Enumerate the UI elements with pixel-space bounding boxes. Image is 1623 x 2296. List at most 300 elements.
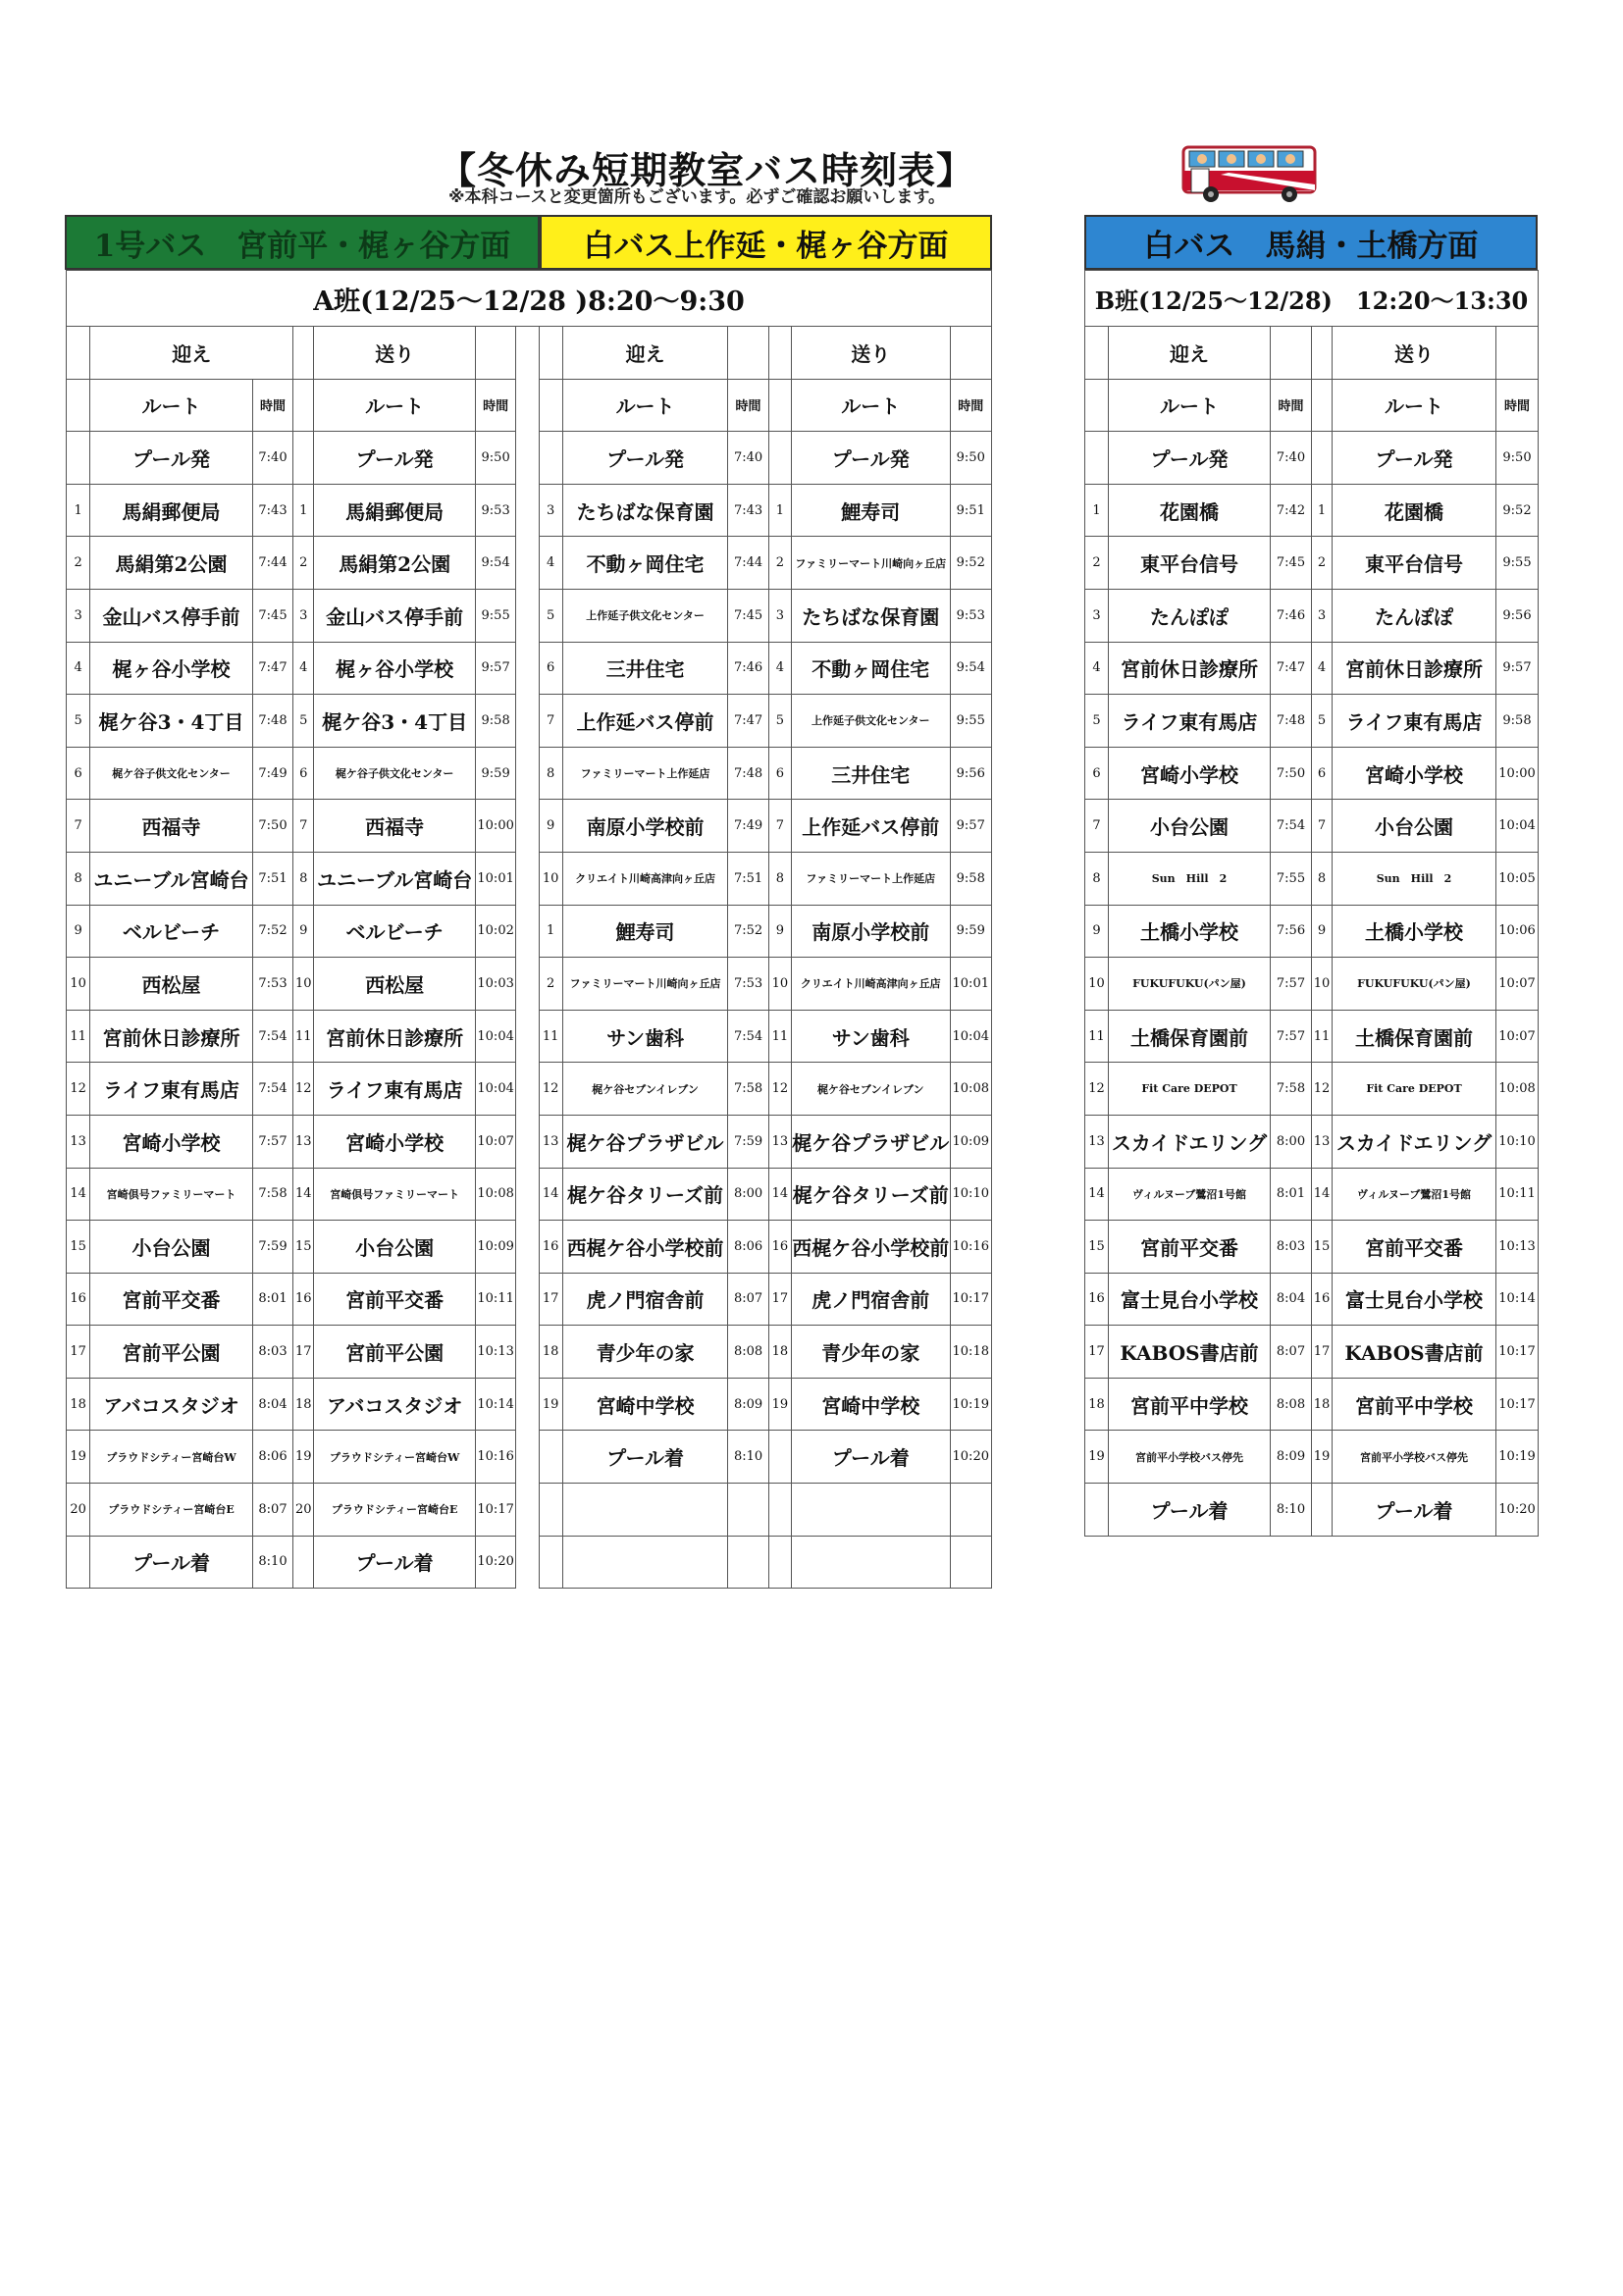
stop-number: 7: [1085, 800, 1109, 853]
stop-name: 梶ケ谷セブンイレブン: [791, 1063, 950, 1116]
r2-pickup-route-label: ルート: [562, 379, 728, 432]
stop-time: 10:20: [1496, 1484, 1539, 1537]
stop-name: 西梶ケ谷小学校前: [791, 1221, 950, 1274]
stop-number: 16: [1085, 1273, 1109, 1326]
r1-dropoff-time-label: 時間: [475, 379, 515, 432]
route2-header: 白バス上作延・梶ヶ谷方面: [540, 215, 992, 270]
gap-cell: [516, 432, 539, 485]
stop-name: 富士見台小学校: [1333, 1273, 1496, 1326]
stop-number: 18: [1312, 1378, 1333, 1431]
group-b-period: B班(12/25～12/28) 12:20～13:30: [1085, 271, 1539, 327]
r3-pickup-route-label: ルート: [1109, 379, 1271, 432]
stop-time: 10:09: [950, 1115, 992, 1168]
stop-time: 8:01: [1271, 1168, 1312, 1221]
stop-time: 7:45: [252, 589, 292, 642]
table-row: [67, 852, 992, 905]
stop-number: 18: [768, 1326, 791, 1379]
stop-name: ファミリーマート川崎向ヶ丘店: [791, 537, 950, 590]
empty-cell: [791, 1484, 950, 1537]
table-row: [67, 1431, 992, 1484]
stop-name: 土橋小学校: [1109, 905, 1271, 958]
stop-name: 小台公園: [90, 1221, 253, 1274]
stop-number: [293, 1536, 314, 1589]
table-row: [67, 958, 992, 1011]
stop-time: 7:58: [1271, 1063, 1312, 1116]
stop-number: 19: [1312, 1431, 1333, 1484]
stop-number: 14: [1312, 1168, 1333, 1221]
stop-number: 7: [768, 800, 791, 853]
stop-name: 土橋保育園前: [1333, 1010, 1496, 1063]
stop-number: 7: [539, 695, 562, 748]
stop-name: Fit Care DEPOT: [1333, 1063, 1496, 1116]
stop-name: 宮崎小学校: [1109, 747, 1271, 800]
stop-name: 宮崎中学校: [562, 1378, 728, 1431]
stop-number: 1: [539, 905, 562, 958]
stop-number: 8: [67, 852, 90, 905]
stop-number: 13: [293, 1115, 314, 1168]
table-row: [67, 1168, 992, 1221]
stop-number: 17: [539, 1273, 562, 1326]
stop-name: 上作延バス停前: [562, 695, 728, 748]
empty-cell: [950, 1484, 992, 1537]
stop-time: 10:00: [475, 800, 515, 853]
stop-number: [1085, 1484, 1109, 1537]
r2-dropoff-time-label: 時間: [950, 379, 992, 432]
stop-number: 12: [1312, 1063, 1333, 1116]
stop-name: たんぽぽ: [1333, 589, 1496, 642]
r3-pickup-time-label: 時間: [1271, 379, 1312, 432]
stop-number: 11: [539, 1010, 562, 1063]
stop-time: 7:55: [1271, 852, 1312, 905]
blank-cell: [539, 379, 562, 432]
stop-number: 6: [1312, 747, 1333, 800]
stop-number: 6: [539, 642, 562, 695]
stop-name: 宮前休日診療所: [90, 1010, 253, 1063]
gap-cell: [516, 905, 539, 958]
stop-number: 2: [768, 537, 791, 590]
stop-time: 10:06: [1496, 905, 1539, 958]
stop-number: 13: [1312, 1115, 1333, 1168]
stop-number: 15: [1312, 1221, 1333, 1274]
stop-time: 7:50: [1271, 747, 1312, 800]
stop-name: ファミリーマート上作延店: [562, 747, 728, 800]
stop-time: 9:58: [475, 695, 515, 748]
timetable-group-a: [66, 270, 992, 1589]
table-row: [1085, 905, 1539, 958]
stop-name: アバコスタジオ: [90, 1378, 253, 1431]
stop-name: クリエイト川崎高津向ヶ丘店: [791, 958, 950, 1011]
stop-time: 7:58: [728, 1063, 768, 1116]
stop-name: 宮崎小学校: [1333, 747, 1496, 800]
table-row: [67, 747, 992, 800]
stop-time: 7:53: [252, 958, 292, 1011]
stop-number: 3: [539, 484, 562, 537]
stop-number: 5: [1085, 695, 1109, 748]
stop-number: 12: [768, 1063, 791, 1116]
stop-time: 7:45: [728, 589, 768, 642]
stop-time: 10:02: [475, 905, 515, 958]
stop-number: 19: [768, 1378, 791, 1431]
stop-name: 梶ケ谷子供文化センター: [90, 747, 253, 800]
blank-cell: [293, 379, 314, 432]
blank-cell: [950, 327, 992, 380]
stop-name: 宮前平公園: [314, 1326, 476, 1379]
stop-time: 7:40: [252, 432, 292, 485]
stop-number: 10: [293, 958, 314, 1011]
stop-name: KABOS書店前: [1333, 1326, 1496, 1379]
table-row: [67, 1378, 992, 1431]
empty-cell: [950, 1536, 992, 1589]
stop-number: [293, 432, 314, 485]
stop-number: 1: [293, 484, 314, 537]
blank-cell: [475, 327, 515, 380]
page-subtitle: ※本科コースと変更箇所もございます。必ずご確認お願いします。: [448, 187, 945, 207]
gap-cell: [516, 1063, 539, 1116]
stop-time: 8:07: [1271, 1326, 1312, 1379]
stop-name: ライフ東有馬店: [1333, 695, 1496, 748]
blank-cell: [768, 379, 791, 432]
stop-time: 10:10: [950, 1168, 992, 1221]
stop-time: 10:04: [475, 1010, 515, 1063]
stop-number: 7: [67, 800, 90, 853]
stop-time: 10:20: [475, 1536, 515, 1589]
stop-name: 梶ケ谷子供文化センター: [314, 747, 476, 800]
stop-time: 9:52: [1496, 484, 1539, 537]
stop-name: 金山バス停手前: [90, 589, 253, 642]
gap-cell: [516, 1168, 539, 1221]
gap-cell: [516, 327, 539, 380]
column-header-row: [1085, 379, 1539, 432]
table-row: [67, 800, 992, 853]
stop-time: 7:51: [728, 852, 768, 905]
empty-cell: [562, 1536, 728, 1589]
stop-name: Sun Hill 2: [1333, 852, 1496, 905]
stop-time: 8:04: [1271, 1273, 1312, 1326]
r3-dropoff-route-label: ルート: [1333, 379, 1496, 432]
stop-number: 16: [1312, 1273, 1333, 1326]
timetable-group-b: [1084, 270, 1539, 1537]
stop-name: FUKUFUKU(パン屋): [1109, 958, 1271, 1011]
stop-name: 宮前平交番: [1109, 1221, 1271, 1274]
stop-time: 7:48: [728, 747, 768, 800]
table-row: [1085, 852, 1539, 905]
r2-dropoff-route-label: ルート: [791, 379, 950, 432]
stop-time: 8:00: [1271, 1115, 1312, 1168]
stop-time: 8:03: [252, 1326, 292, 1379]
stop-number: 5: [768, 695, 791, 748]
gap-cell: [516, 1115, 539, 1168]
stop-number: 6: [67, 747, 90, 800]
stop-name: 宮前平交番: [1333, 1221, 1496, 1274]
table-row: [67, 1063, 992, 1116]
stop-name: プール着: [1109, 1484, 1271, 1537]
stop-number: 13: [768, 1115, 791, 1168]
stop-time: 10:08: [950, 1063, 992, 1116]
stop-name: 宮前平小学校バス停先: [1333, 1431, 1496, 1484]
stop-number: 7: [293, 800, 314, 853]
stop-name: 宮崎倶号ファミリーマート: [314, 1168, 476, 1221]
stop-time: 10:05: [1496, 852, 1539, 905]
stop-number: 12: [293, 1063, 314, 1116]
table-row: [67, 1115, 992, 1168]
table-row: [67, 484, 992, 537]
stop-name: 三井住宅: [562, 642, 728, 695]
stop-number: 9: [768, 905, 791, 958]
stop-name: プール着: [562, 1431, 728, 1484]
stop-number: 3: [1085, 589, 1109, 642]
stop-number: 15: [67, 1221, 90, 1274]
stop-name: 馬絹第2公園: [90, 537, 253, 590]
stop-time: 7:43: [728, 484, 768, 537]
stop-name: 西福寺: [90, 800, 253, 853]
stop-time: 7:57: [1271, 958, 1312, 1011]
stop-name: 土橋小学校: [1333, 905, 1496, 958]
stop-time: 8:07: [252, 1484, 292, 1537]
table-row: [67, 695, 992, 748]
stop-number: 9: [67, 905, 90, 958]
stop-time: 9:55: [475, 589, 515, 642]
stop-number: 16: [293, 1273, 314, 1326]
gap-cell: [516, 589, 539, 642]
stop-time: 7:47: [728, 695, 768, 748]
stop-name: 宮前平公園: [90, 1326, 253, 1379]
period-row: [67, 271, 992, 327]
stop-number: 13: [1085, 1115, 1109, 1168]
blank-cell: [768, 327, 791, 380]
page-title: 【冬休み短期教室バス時刻表】: [438, 149, 974, 192]
table-row: [1085, 1115, 1539, 1168]
stop-number: 8: [1085, 852, 1109, 905]
table-row: [1085, 1063, 1539, 1116]
stop-time: 10:11: [475, 1273, 515, 1326]
stop-time: 10:03: [475, 958, 515, 1011]
stop-number: 11: [1085, 1010, 1109, 1063]
stop-time: 7:56: [1271, 905, 1312, 958]
table-row: [1085, 1326, 1539, 1379]
table-row: [1085, 1431, 1539, 1484]
stop-name: スカイドエリング: [1333, 1115, 1496, 1168]
stop-number: 9: [1085, 905, 1109, 958]
gap-cell: [516, 1273, 539, 1326]
stop-name: 宮前平小学校バス停先: [1109, 1431, 1271, 1484]
stop-name: 宮前平中学校: [1333, 1378, 1496, 1431]
stop-name: スカイドエリング: [1109, 1115, 1271, 1168]
blank-cell: [1312, 379, 1333, 432]
stop-number: 11: [768, 1010, 791, 1063]
stop-time: 7:59: [252, 1221, 292, 1274]
stop-name: 宮崎倶号ファミリーマート: [90, 1168, 253, 1221]
direction-row: [1085, 327, 1539, 380]
stop-number: 8: [768, 852, 791, 905]
stop-time: 8:10: [1271, 1484, 1312, 1537]
stop-time: 10:19: [950, 1378, 992, 1431]
stop-number: 18: [293, 1378, 314, 1431]
stop-number: 2: [1085, 537, 1109, 590]
stop-name: たちばな保育園: [562, 484, 728, 537]
stop-name: FUKUFUKU(パン屋): [1333, 958, 1496, 1011]
blank-cell: [1312, 327, 1333, 380]
blank-cell: [539, 327, 562, 380]
stop-name: ライフ東有馬店: [90, 1063, 253, 1116]
stop-time: 9:57: [475, 642, 515, 695]
stop-number: 5: [1312, 695, 1333, 748]
stop-time: 10:10: [1496, 1115, 1539, 1168]
stop-time: 8:06: [252, 1431, 292, 1484]
stop-time: 10:07: [475, 1115, 515, 1168]
stop-name: 宮崎小学校: [90, 1115, 253, 1168]
table-row: [1085, 958, 1539, 1011]
stop-number: 1: [1085, 484, 1109, 537]
stop-number: 18: [67, 1378, 90, 1431]
stop-name: KABOS書店前: [1109, 1326, 1271, 1379]
empty-cell: [768, 1536, 791, 1589]
stop-time: 10:09: [475, 1221, 515, 1274]
stop-number: 14: [293, 1168, 314, 1221]
stop-time: 10:13: [475, 1326, 515, 1379]
stop-time: 7:59: [728, 1115, 768, 1168]
stop-number: [539, 1431, 562, 1484]
stop-name: 梶ケ谷プラザビル: [562, 1115, 728, 1168]
stop-number: 3: [67, 589, 90, 642]
table-row: [67, 642, 992, 695]
stop-number: 5: [67, 695, 90, 748]
stop-name: 上作延バス停前: [791, 800, 950, 853]
stop-time: 7:50: [252, 800, 292, 853]
stop-name: ユニーブル宮崎台: [314, 852, 476, 905]
stop-name: 虎ノ門宿舎前: [562, 1273, 728, 1326]
stop-number: 5: [539, 589, 562, 642]
blank-cell: [1085, 379, 1109, 432]
stop-name: 南原小学校前: [791, 905, 950, 958]
stop-number: 10: [67, 958, 90, 1011]
stop-name: プール発: [562, 432, 728, 485]
stop-time: 7:49: [252, 747, 292, 800]
stop-name: 花園橋: [1109, 484, 1271, 537]
table-row: [1085, 1273, 1539, 1326]
stop-time: 9:59: [475, 747, 515, 800]
stop-time: 10:08: [475, 1168, 515, 1221]
table-row: [1085, 1010, 1539, 1063]
bus-icon: [1181, 145, 1319, 204]
stop-number: 16: [539, 1221, 562, 1274]
gap-cell: [516, 1221, 539, 1274]
stop-number: 17: [1085, 1326, 1109, 1379]
stop-name: プラウドシティー宮崎台W: [314, 1431, 476, 1484]
stop-number: 2: [1312, 537, 1333, 590]
stop-name: 青少年の家: [791, 1326, 950, 1379]
stop-name: 梶ケ谷プラザビル: [791, 1115, 950, 1168]
stop-number: 3: [293, 589, 314, 642]
stop-number: [67, 432, 90, 485]
stop-name: 梶ヶ谷小学校: [314, 642, 476, 695]
stop-time: 9:57: [950, 800, 992, 853]
stop-name: 梶ケ谷タリーズ前: [562, 1168, 728, 1221]
stop-number: 11: [293, 1010, 314, 1063]
r1-dropoff-label: 送り: [314, 327, 476, 380]
stop-number: 4: [539, 537, 562, 590]
stop-number: 12: [67, 1063, 90, 1116]
stop-time: 8:00: [728, 1168, 768, 1221]
stop-time: 9:50: [475, 432, 515, 485]
stop-name: プール着: [314, 1536, 476, 1589]
stop-time: 7:46: [1271, 589, 1312, 642]
stop-name: 不動ヶ岡住宅: [562, 537, 728, 590]
stop-name: Fit Care DEPOT: [1109, 1063, 1271, 1116]
stop-number: 3: [1312, 589, 1333, 642]
column-header-row: [67, 379, 992, 432]
stop-name: プール発: [1109, 432, 1271, 485]
stop-number: [1085, 432, 1109, 485]
stop-name: プール発: [90, 432, 253, 485]
stop-time: 9:56: [950, 747, 992, 800]
stop-number: 18: [1085, 1378, 1109, 1431]
stop-number: 1: [768, 484, 791, 537]
table-row: [1085, 484, 1539, 537]
stop-name: 梶ケ谷セブンイレブン: [562, 1063, 728, 1116]
stop-name: アバコスタジオ: [314, 1378, 476, 1431]
stop-name: ライフ東有馬店: [314, 1063, 476, 1116]
table-row: [1085, 800, 1539, 853]
stop-number: 17: [1312, 1326, 1333, 1379]
stop-time: 9:50: [1496, 432, 1539, 485]
stop-number: 10: [539, 852, 562, 905]
stop-time: 9:55: [1496, 537, 1539, 590]
stop-name: ヴィルヌーブ鷺沼1号館: [1333, 1168, 1496, 1221]
stop-time: 8:08: [728, 1326, 768, 1379]
stop-time: 7:57: [252, 1115, 292, 1168]
stop-time: 10:01: [950, 958, 992, 1011]
r1-pickup-time-label: 時間: [252, 379, 292, 432]
gap-cell: [516, 958, 539, 1011]
stop-time: 10:16: [950, 1221, 992, 1274]
stop-name: 宮前休日診療所: [314, 1010, 476, 1063]
stop-number: 10: [1085, 958, 1109, 1011]
stop-name: 上作延子供文化センター: [562, 589, 728, 642]
stop-number: 7: [1312, 800, 1333, 853]
stop-time: 7:44: [252, 537, 292, 590]
stop-number: 17: [293, 1326, 314, 1379]
stop-number: 1: [67, 484, 90, 537]
gap-cell: [516, 379, 539, 432]
stop-time: 8:03: [1271, 1221, 1312, 1274]
stop-number: 8: [1312, 852, 1333, 905]
stop-name: プール発: [791, 432, 950, 485]
r2-pickup-time-label: 時間: [728, 379, 768, 432]
stop-number: 1: [1312, 484, 1333, 537]
table-row: [1085, 1484, 1539, 1537]
stop-name: 東平台信号: [1333, 537, 1496, 590]
stop-time: 8:01: [252, 1273, 292, 1326]
stop-time: 7:43: [252, 484, 292, 537]
stop-time: 10:19: [1496, 1431, 1539, 1484]
table-row: [1085, 1378, 1539, 1431]
gap-cell: [516, 484, 539, 537]
table-row: [67, 1273, 992, 1326]
stop-name: プラウドシティー宮崎台W: [90, 1431, 253, 1484]
stop-time: 10:04: [1496, 800, 1539, 853]
gap-cell: [516, 852, 539, 905]
stop-number: 9: [293, 905, 314, 958]
stop-name: プラウドシティー宮崎台E: [314, 1484, 476, 1537]
stop-time: 10:08: [1496, 1063, 1539, 1116]
stop-time: 9:55: [950, 695, 992, 748]
r3-pickup-label: 迎え: [1109, 327, 1271, 380]
gap-cell: [516, 1010, 539, 1063]
stop-time: 9:53: [475, 484, 515, 537]
stop-time: 7:46: [728, 642, 768, 695]
gap-cell: [516, 642, 539, 695]
stop-name: 西松屋: [90, 958, 253, 1011]
